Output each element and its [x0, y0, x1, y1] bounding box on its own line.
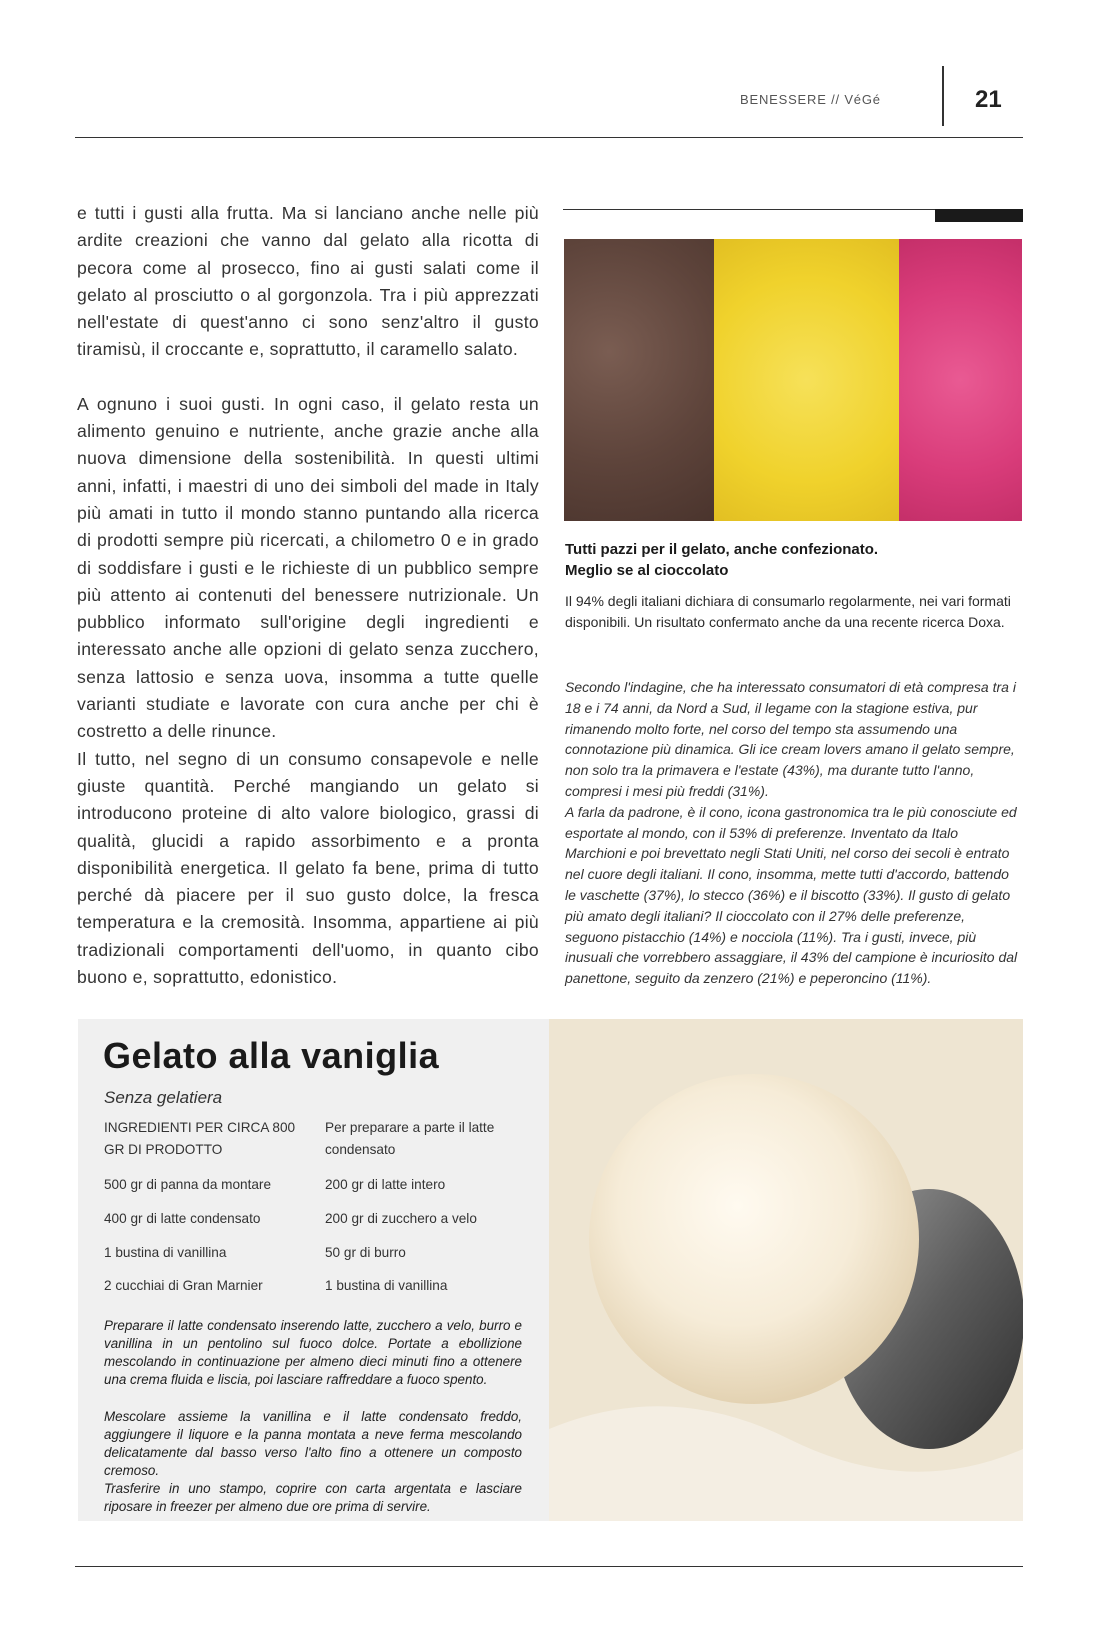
strawberry-stripe: [899, 239, 1022, 521]
article-paragraph: Il tutto, nel segno di un consumo consapevole e nelle giuste quantità. Perché mangiando un gelato si introducono proteine di alto valore biologico, grassi di qualità, glucidi a rapido assorbimento e a pronta disponibilità energetica. Il gelato fa bene, prima di tutto perché dà piacere per il suo gusto dolce, la fresca temperatura e la cremosità. Insomma, appartiene ai più tradizionali comportamenti dell'uomo, in quanto cibo buono e, soprattutto, edonistico.: [77, 748, 539, 988]
ingredient-header: Per preparare a parte il latte condensato: [325, 1120, 495, 1157]
article-paragraph: A ognuno i suoi gusti. In ogni caso, il gelato resta un alimento genuino e nutriente, anche grazie anche alla nuova dimensione della sostenibilità. In questi ultimi anni, infatti, i maestri di uno dei simboli del made in Italy più amati in tutto il mondo stanno puntando alla ricerca di prodotti sempre più ricercati, a chilometro 0 e in grado di soddisfare i gusti e le richieste di un pubblico sempre più attento ai contenuti del benessere nutrizionale. Un pubblico informato sull'origine degli ingredienti e interessato anche alle opzioni di gelato senza zucchero, senza lattosio e senza uova, insomma a tutte quelle varianti studiate e lavorate con cura anche per chi è costretto a delle rinunce.: [77, 393, 539, 742]
ingredient-item: 1 bustina di vanillina: [325, 1278, 448, 1293]
top-rule: [75, 137, 1023, 138]
bottom-rule: [75, 1566, 1023, 1567]
section-label: BENESSERE // VéGé: [740, 92, 881, 107]
recipe-subtitle: Senza gelatiera: [104, 1088, 223, 1107]
caption-lead: Il 94% degli italiani dichiara di consumarlo regolarmente, nei vari formati disponibili. Un risultato confermato anche da una recente ricerca Doxa.: [565, 593, 1011, 630]
scoop-illustration: [549, 1019, 1023, 1521]
page-number: 21: [975, 86, 1002, 113]
recipe-step: Trasferire in uno stampo, coprire con carta argentata e lasciare riposare in freezer per almeno due ore prima di servire.: [104, 1481, 522, 1514]
caption-title-line: Meglio se al cioccolato: [565, 562, 729, 579]
ingredient-item: 400 gr di latte condensato: [104, 1211, 261, 1226]
caption-title: [565, 539, 1021, 581]
caption-body: [565, 677, 1021, 989]
vanilla-stripe: [714, 239, 899, 521]
image-tab-marker: [935, 209, 1023, 222]
ingredient-header: INGREDIENTI PER CIRCA 800 GR DI PRODOTTO: [104, 1120, 296, 1157]
caption-paragraph: Secondo l'indagine, che ha interessato consumatori di età compresa tra i 18 e i 74 anni, da Nord a Sud, il legame con la stagione estiva, pur rimanendo molto forte, nel corso del tempo sta assumendo una connotazione più dinamica. Gli ice cream lovers amano il gelato sempre, non solo tra la primavera e l'estate (43%), ma durante tutto l'anno, compresi i mesi più freddi (31%).: [565, 679, 1016, 799]
ingredient-item: 200 gr di latte intero: [325, 1177, 446, 1192]
gelato-stripes-photo: [564, 239, 1022, 521]
ingredient-item: 200 gr di zucchero a velo: [325, 1211, 477, 1226]
recipe-step: Preparare il latte condensato inserendo latte, zucchero a velo, burro e vanillina in un pentolino sul fuoco dolce. Portate a ebollizione mescolando in continuazione per almeno dieci minuti fino a ottenere una crema fluida e liscia, poi lasciare raffreddare a fuoco spento.: [104, 1318, 522, 1387]
article-paragraph: e tutti i gusti alla frutta. Ma si lanciano anche nelle più ardite creazioni che vanno dal gelato alla ricotta di pecora come al prosecco, fino ai gusti salati come il gelato al prosciutto o al gorgonzola. Tra i più apprezzati nell'estate di quest'anno ci sono senz'altro il gusto tiramisù, il croccante e, soprattutto, il caramello salato.: [77, 203, 539, 360]
article-body: [77, 200, 539, 991]
ingredient-item: 500 gr di panna da montare: [104, 1177, 272, 1192]
vanilla-scoop-photo: [549, 1019, 1023, 1521]
ingredient-item: 2 cucchiai di Gran Marnier: [104, 1278, 263, 1293]
caption-title-line: Tutti pazzi per il gelato, anche confezionato.: [565, 541, 879, 558]
header-divider: [942, 66, 944, 126]
caption-paragraph: A farla da padrone, è il cono, icona gastronomica tra le più conosciute ed esportate al mondo, con il 53% di preferenze. Inventato da Italo Marchioni e poi brevettato negli Stati Uniti, nel corso dei secoli è entrato nel cuore degli italiani. Il cono, insomma, mette tutti d'accordo, battendo le vaschette (37%), lo stecco (36%) e il biscotto (33%). Il gusto di gelato più amato degli italiani? Il cioccolato con il 27% delle preferenze, seguono pistacchio (14%) e nocciola (11%). Tra i gusti, invece, più inusuali che vorrebbero assaggiare, il 43% del campione è incuriosito dal panettone, seguito da zenzero (21%) e peperoncino (11%).: [565, 803, 1018, 987]
ice-cream-scoop: [589, 1074, 919, 1404]
ingredient-item: 1 bustina di vanillina: [104, 1245, 227, 1260]
recipe-title: Gelato alla vaniglia: [103, 1035, 440, 1076]
ingredient-item: 50 gr di burro: [325, 1245, 406, 1260]
chocolate-stripe: [564, 239, 714, 521]
recipe-step: Mescolare assieme la vanillina e il latte condensato freddo, aggiungere il liquore e la panna montata a neve ferma mescolando delicatamente dal basso verso l'alto fino a ottenere un composto cremoso.: [104, 1409, 522, 1478]
